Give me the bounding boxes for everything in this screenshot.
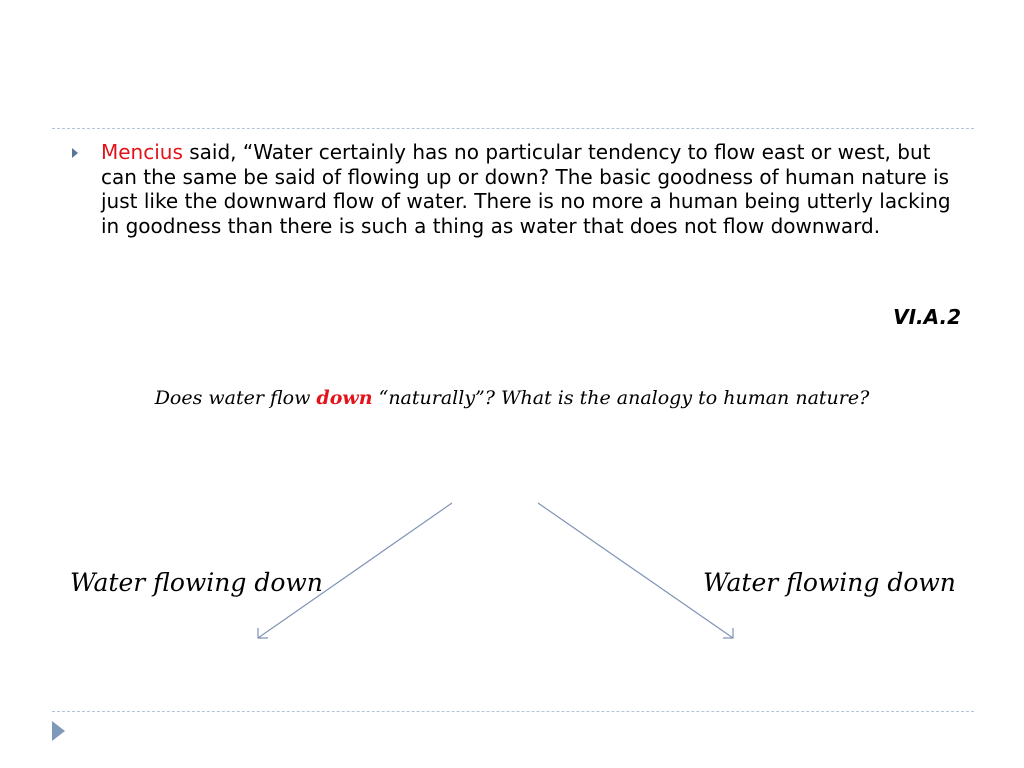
play-triangle-icon[interactable] (52, 721, 65, 741)
caption-right: Water flowing down (703, 568, 956, 597)
question-before: Does water flow (154, 387, 317, 409)
caption-left: Water flowing down (70, 568, 323, 597)
bottom-divider (52, 711, 974, 712)
quote-body: said, “Water certainly has no particular tendency to flow east or west, but can the same be said of flowing up or down? The basic goodness of human nature is just like the downward flow of water. There is no more a human being utterly lacking in goodness than there is such a thing as water that does not flow downward. (101, 140, 951, 238)
speaker-name: Mencius (101, 140, 183, 164)
citation: VI.A.2 (893, 305, 961, 329)
question-emphasis: down (316, 387, 373, 409)
question-after: “naturally”? What is the analogy to human nature? (372, 387, 870, 409)
